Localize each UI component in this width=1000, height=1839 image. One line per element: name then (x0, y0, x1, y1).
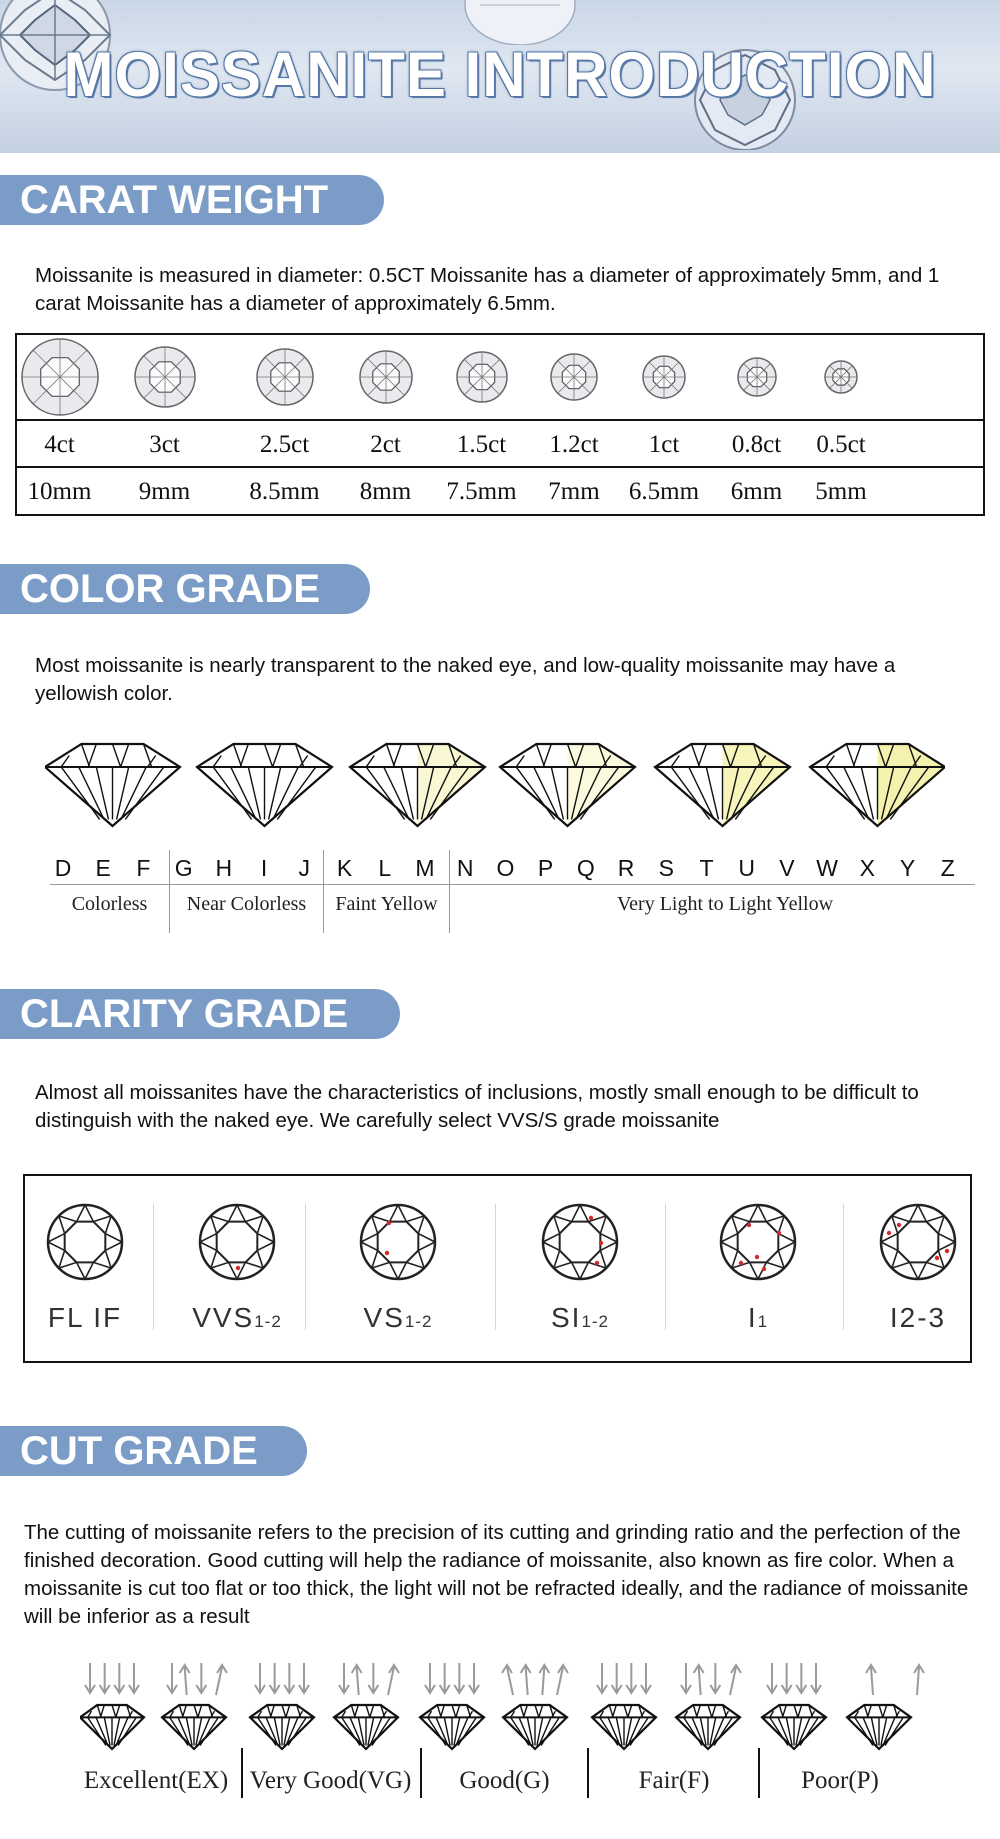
clarity-grade-label (10, 1302, 160, 1334)
cut-diamond-icon (592, 1705, 656, 1749)
section-heading-cut: CUT GRADE (0, 1426, 307, 1476)
color-grade-letter: X (859, 855, 876, 881)
cut-label-fair: Fair(F) (638, 1767, 710, 1794)
cut-diamond-icon (80, 1705, 144, 1749)
carat-diamond-icon (614, 335, 714, 419)
color-divider (323, 850, 324, 933)
color-grade-letter: K (336, 855, 353, 881)
carat-weight-cell: 0.8ct (731, 430, 782, 458)
color-diamond-icon (810, 744, 945, 826)
color-grade-letter: E (95, 855, 111, 881)
section-heading-clarity: CLARITY GRADE (0, 989, 400, 1039)
clarity-grade-sub: 1-2 (404, 1312, 433, 1331)
carat-table (15, 333, 985, 516)
carat-diamond-icon (102, 335, 227, 419)
carat-diamond-icon (227, 335, 342, 419)
light-arrows-icon (85, 1663, 139, 1693)
cut-gem-row (80, 1657, 940, 1767)
light-arrows-icon (339, 1663, 399, 1695)
cut-diamond-icon (334, 1705, 398, 1749)
light-arrows-icon (425, 1663, 479, 1693)
cut-diamond-icon (503, 1705, 567, 1749)
carat-diameter-cell: 8mm (359, 478, 412, 505)
cut-diamond-icon (162, 1705, 226, 1749)
color-grade-letter: T (699, 855, 714, 881)
carat-weight-row (17, 423, 983, 468)
color-grade-letter: L (378, 855, 392, 881)
light-arrows-icon (767, 1663, 821, 1693)
carat-diamond-icon (429, 335, 534, 419)
color-grade-letter: Q (576, 855, 595, 881)
color-divider (449, 850, 450, 933)
clarity-grade-label (505, 1302, 655, 1334)
color-category-faint-yellow: Faint Yellow (335, 893, 438, 915)
carat-weight-cell: 2.5ct (259, 430, 310, 458)
color-grade-letter: R (617, 855, 635, 881)
color-grade-letter: W (816, 855, 838, 881)
clarity-grade-main: VVS (192, 1302, 255, 1333)
clarity-divider (495, 1204, 496, 1330)
cut-label-poor: Poor(P) (801, 1767, 879, 1794)
carat-weight-cell: 4ct (44, 430, 75, 458)
section-heading-carat: CARAT WEIGHT (0, 175, 384, 225)
color-grade-letter: O (496, 855, 515, 881)
cut-diamond-icon (250, 1705, 314, 1749)
clarity-chart (23, 1174, 972, 1363)
clarity-grade-label (843, 1302, 993, 1334)
light-arrows-icon (597, 1663, 651, 1693)
clarity-grade-label (162, 1302, 312, 1334)
color-grade-letter: V (779, 855, 795, 881)
color-grade-letter: P (537, 855, 554, 881)
color-grade-letter: S (658, 855, 674, 881)
carat-diamond-icon (17, 335, 102, 419)
color-grade-letter: G (174, 855, 193, 881)
clarity-grade-main: I2-3 (889, 1302, 947, 1333)
color-grade-letter: F (136, 855, 151, 881)
carat-weight-cell: 1.2ct (549, 430, 599, 458)
light-arrows-icon (167, 1663, 227, 1695)
color-category-colorless: Colorless (71, 893, 148, 915)
clarity-grade-label (323, 1302, 473, 1334)
clarity-grade-main: I (747, 1302, 758, 1333)
clarity-diamond-icon (46, 1203, 124, 1281)
color-diamond-icon (197, 744, 332, 826)
color-diamond-icon (655, 744, 790, 826)
carat-weight-cell: 0.5ct (816, 430, 866, 458)
color-category-near-colorless: Near Colorless (186, 893, 307, 915)
clarity-diamond-icon (879, 1203, 957, 1281)
carat-diameter-cell: 9mm (138, 478, 191, 505)
carat-diameter-cell: 7mm (548, 478, 600, 505)
light-arrows-icon (502, 1665, 568, 1695)
clarity-grade-label (683, 1302, 833, 1334)
cut-diamond-icon (847, 1705, 911, 1749)
carat-diamond-icon (534, 335, 614, 419)
carat-weight-cell: 1.5ct (456, 430, 507, 458)
color-diamond-icon (350, 744, 485, 826)
carat-weight-cell: 3ct (149, 430, 180, 458)
cut-label-excellent: Excellent(EX) (83, 1767, 229, 1794)
carat-diameter-cell: 5mm (815, 478, 867, 505)
light-arrows-icon (255, 1663, 309, 1693)
clarity-grade-main: FL IF (47, 1302, 123, 1333)
clarity-diamond-icon (359, 1203, 437, 1281)
color-gem-row (45, 740, 945, 830)
clarity-grade-main: VS (363, 1302, 405, 1333)
clarity-divider (665, 1204, 666, 1330)
cut-label-good: Good(G) (459, 1767, 550, 1794)
carat-diameter-cell: 10mm (27, 478, 92, 505)
carat-diameter-cell: 7.5mm (446, 478, 517, 505)
carat-diameter-cell: 8.5mm (249, 478, 320, 505)
carat-diameter-cell: 6mm (730, 478, 783, 505)
carat-diamond-icon (799, 335, 883, 419)
cut-diamond-icon (420, 1705, 484, 1749)
light-arrows-icon (681, 1663, 741, 1695)
carat-diamond-icon (714, 335, 799, 419)
clarity-grade-sub: 1-2 (581, 1312, 610, 1331)
color-category-light-yellow: Very Light to Light Yellow (616, 893, 834, 915)
carat-image-row (17, 335, 983, 421)
color-diamond-icon (45, 744, 180, 826)
color-grade-letter: J (298, 855, 311, 881)
carat-diameter-row (17, 470, 983, 514)
section-heading-color: COLOR GRADE (0, 564, 370, 614)
clarity-diamond-icon (719, 1203, 797, 1281)
color-grade-letter: I (260, 855, 268, 881)
color-divider (169, 850, 170, 933)
color-grade-letter: M (415, 855, 435, 881)
carat-diamond-icon (342, 335, 429, 419)
clarity-grade-sub: 1-2 (254, 1312, 282, 1331)
cut-diamond-icon (676, 1705, 740, 1749)
banner (0, 0, 1000, 153)
color-grade-letter: Z (940, 855, 955, 881)
carat-weight-cell: 1ct (648, 430, 680, 458)
color-letter-scale (50, 855, 975, 885)
color-grade-letter: N (456, 855, 474, 881)
page-title: MOISSANITE INTRODUCTION (63, 39, 937, 110)
cut-diamond-icon (762, 1705, 826, 1749)
carat-description: Moissanite is measured in diameter: 0.5CT Moissanite has a diameter of approximately 5mm, and 1 carat Moissanite has a diameter of approximately 6.5mm. (35, 264, 940, 315)
cut-label-very-good: Very Good(VG) (249, 1767, 412, 1794)
light-arrows-icon (866, 1665, 924, 1695)
color-grade-letter: U (738, 855, 755, 881)
color-description: Most moissanite is nearly transparent to the naked eye, and low-quality moissanite may have a yellowish color. (35, 654, 896, 705)
color-grade-letter: D (54, 855, 72, 881)
clarity-description: Almost all moissanites have the characteristics of inclusions, mostly small enough to be difficult to distinguish with the naked eye. We carefully select VVS/S grade moissanite (35, 1081, 919, 1132)
color-diamond-icon (500, 744, 635, 826)
clarity-grade-main: SI (550, 1302, 582, 1333)
clarity-grade-sub: 1 (757, 1312, 769, 1331)
color-grade-letter: H (215, 855, 233, 881)
clarity-diamond-icon (541, 1203, 619, 1281)
carat-weight-cell: 2ct (370, 430, 401, 458)
cut-description: The cutting of moissanite refers to the precision of its cutting and grinding ratio and the perfection of the finished decoration. Good cutting will help the radiance of moissanite, also known as fire color. When a moissanite is cut too flat or too thick, the light will not be refracted ideally, and the radiance of moissanite will be inferior as a result (24, 1521, 969, 1628)
color-grade-letter: Y (899, 855, 916, 881)
carat-diameter-cell: 6.5mm (628, 478, 700, 505)
clarity-diamond-icon (198, 1203, 276, 1281)
